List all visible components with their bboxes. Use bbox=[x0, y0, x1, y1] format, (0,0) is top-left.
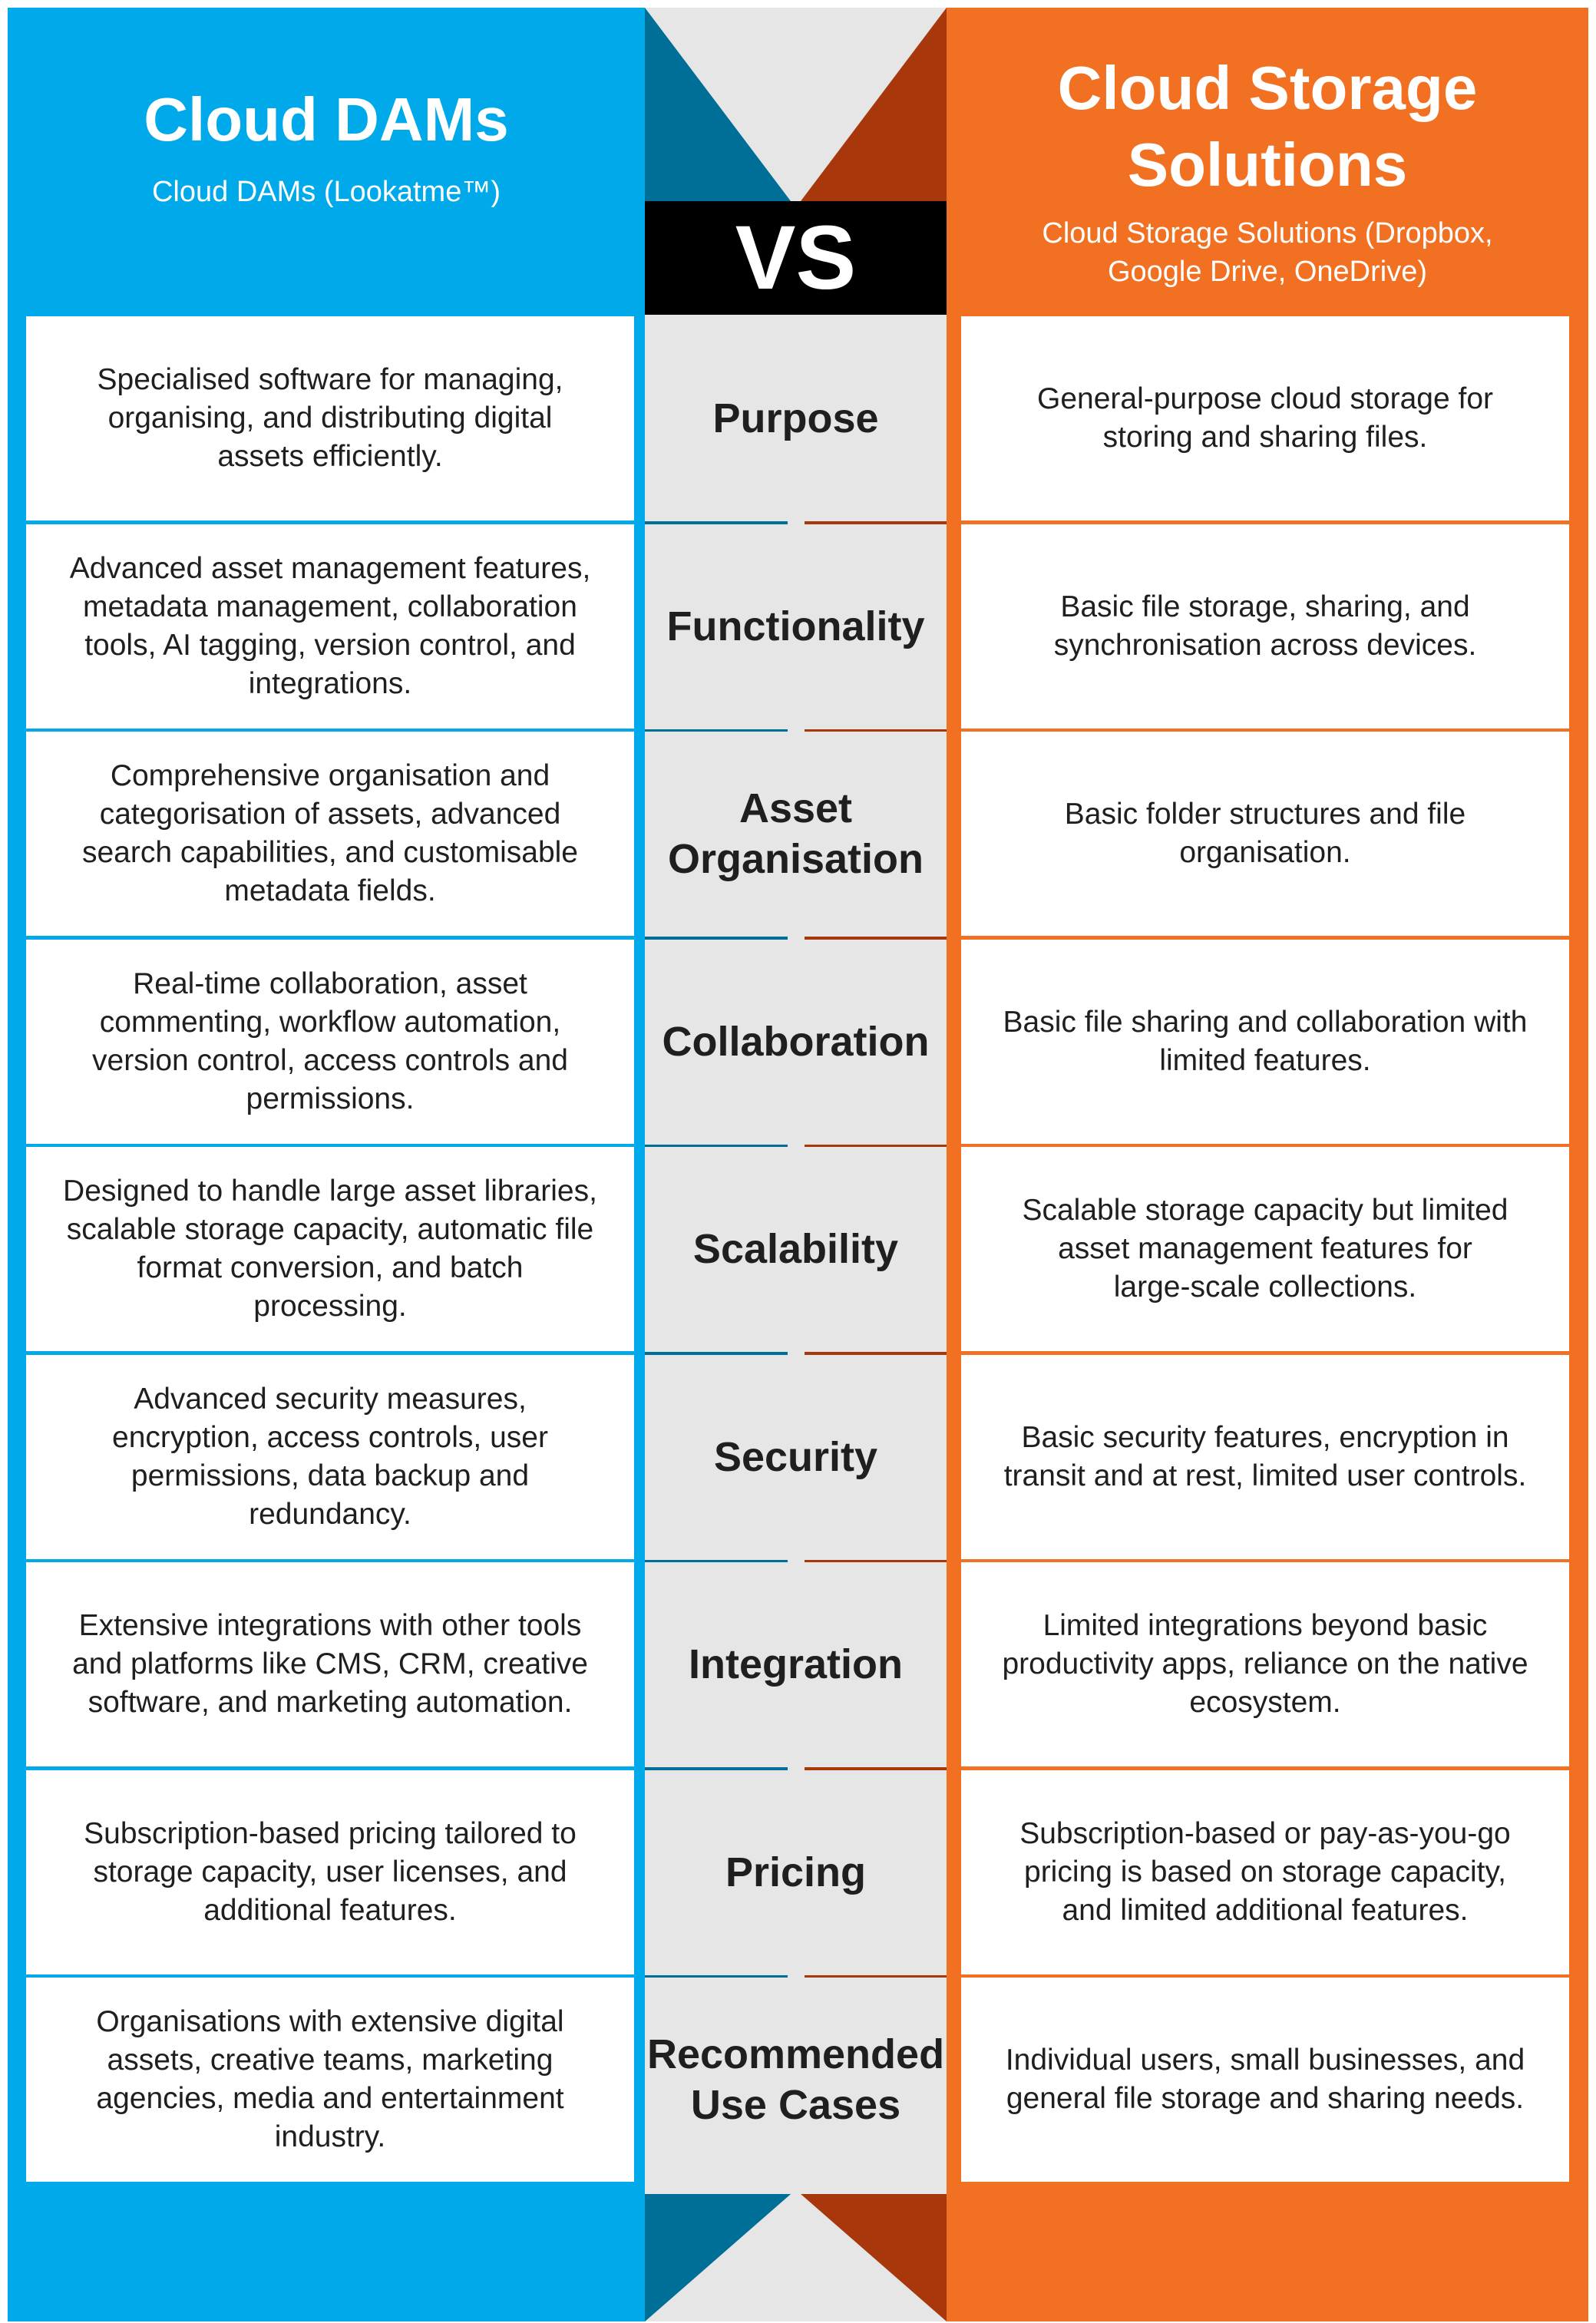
right-cell bbox=[961, 940, 1569, 1144]
left-line: commenting, workflow automation, bbox=[99, 1006, 561, 1039]
right-line: productivity apps, reliance on the native bbox=[1002, 1647, 1528, 1680]
left-line: tools, AI tagging, version control, and bbox=[84, 629, 576, 662]
comparison-row bbox=[0, 940, 1596, 1144]
left-line: Specialised software for managing, bbox=[97, 363, 563, 396]
criterion-line: Recommended bbox=[646, 2031, 945, 2077]
left-line: assets efficiently. bbox=[217, 440, 443, 473]
left-line: format conversion, and batch bbox=[137, 1251, 524, 1284]
comparison-row bbox=[0, 1562, 1596, 1766]
right-line: pricing is based on storage capacity, bbox=[1024, 1855, 1506, 1888]
criterion-label bbox=[645, 316, 947, 520]
criterion-line: Use Cases bbox=[690, 2082, 901, 2128]
criterion-label bbox=[645, 732, 947, 936]
right-line: Scalable storage capacity but limited bbox=[1022, 1194, 1508, 1227]
right-cell bbox=[961, 316, 1569, 520]
criterion-line: Purpose bbox=[712, 395, 879, 441]
left-cell bbox=[26, 524, 634, 729]
left-line: Organisations with extensive digital bbox=[96, 2005, 564, 2038]
left-line: Advanced asset management features, bbox=[69, 552, 591, 585]
comparison-row bbox=[0, 316, 1596, 520]
top-right-chevron bbox=[801, 8, 947, 201]
left-header-title: Cloud DAMs bbox=[144, 85, 509, 154]
right-line: Subscription-based or pay-as-you-go bbox=[1019, 1817, 1511, 1850]
right-header-title-line-1: Cloud Storage bbox=[1057, 54, 1478, 122]
right-line: Limited integrations beyond basic bbox=[1043, 1609, 1488, 1642]
right-line: Individual users, small businesses, and bbox=[1005, 2044, 1525, 2077]
left-line: encryption, access controls, user bbox=[112, 1421, 548, 1454]
left-line: additional features. bbox=[203, 1894, 457, 1927]
right-cell bbox=[961, 1562, 1569, 1766]
right-cell bbox=[961, 1355, 1569, 1559]
criterion-label bbox=[645, 1978, 947, 2182]
left-line: integrations. bbox=[248, 667, 412, 700]
right-header-subtitle-line-1: Cloud Storage Solutions (Dropbox, bbox=[1042, 217, 1493, 249]
right-line: limited features. bbox=[1159, 1044, 1371, 1077]
left-line: redundancy. bbox=[249, 1498, 411, 1531]
left-line: and platforms like CMS, CRM, creative bbox=[72, 1647, 588, 1680]
left-cell bbox=[26, 1355, 634, 1559]
criterion-line: Integration bbox=[689, 1641, 903, 1687]
comparison-row bbox=[0, 1355, 1596, 1559]
right-line: Basic file storage, sharing, and bbox=[1060, 590, 1470, 623]
comparison-row bbox=[0, 1770, 1596, 1974]
left-line: agencies, media and entertainment bbox=[96, 2082, 564, 2115]
left-line: Real-time collaboration, asset bbox=[133, 967, 527, 1000]
right-cell bbox=[961, 1770, 1569, 1974]
right-cell bbox=[961, 1978, 1569, 2182]
left-line: organising, and distributing digital bbox=[107, 401, 553, 435]
right-line: general file storage and sharing needs. bbox=[1006, 2082, 1525, 2115]
left-cell bbox=[26, 1147, 634, 1351]
criterion-line: Asset bbox=[739, 785, 853, 831]
right-cell bbox=[961, 732, 1569, 936]
left-header-subtitle: Cloud DAMs (Lookatme™) bbox=[151, 176, 501, 208]
criterion-line: Organisation bbox=[667, 836, 924, 882]
right-line: transit and at rest, limited user controls. bbox=[1003, 1459, 1527, 1492]
right-line: Basic folder structures and file bbox=[1064, 798, 1466, 831]
right-header-title-line-2: Solutions bbox=[1127, 131, 1408, 199]
criterion-label bbox=[645, 1355, 947, 1559]
comparison-row bbox=[0, 524, 1596, 729]
left-cell bbox=[26, 732, 634, 936]
left-line: permissions. bbox=[246, 1082, 415, 1115]
right-line: storing and sharing files. bbox=[1102, 421, 1428, 454]
criterion-line: Scalability bbox=[692, 1226, 899, 1272]
left-line: storage capacity, user licenses, and bbox=[93, 1855, 567, 1888]
right-header bbox=[947, 8, 1588, 315]
left-line: industry. bbox=[274, 2120, 386, 2153]
left-cell bbox=[26, 1978, 634, 2182]
left-line: assets, creative teams, marketing bbox=[107, 2044, 553, 2077]
left-cell bbox=[26, 316, 634, 520]
right-line: Basic security features, encryption in bbox=[1021, 1421, 1509, 1454]
comparison-row bbox=[0, 732, 1596, 936]
criterion-label bbox=[645, 524, 947, 729]
left-cell bbox=[26, 1770, 634, 1974]
criterion-line: Security bbox=[713, 1434, 878, 1480]
left-line: scalable storage capacity, automatic file bbox=[66, 1213, 594, 1246]
left-line: Designed to handle large asset libraries, bbox=[63, 1175, 597, 1208]
left-line: Advanced security measures, bbox=[134, 1383, 527, 1416]
criterion-label bbox=[645, 1770, 947, 1974]
left-line: search capabilities, and customisable bbox=[81, 836, 578, 869]
comparison-row bbox=[0, 1978, 1596, 2182]
right-header-subtitle-line-2: Google Drive, OneDrive) bbox=[1107, 256, 1428, 288]
left-line: software, and marketing automation. bbox=[88, 1686, 573, 1719]
left-line: metadata fields. bbox=[224, 874, 436, 907]
left-header bbox=[8, 8, 645, 315]
vs-badge: VS bbox=[645, 201, 947, 315]
left-cell bbox=[26, 940, 634, 1144]
right-line: asset management features for bbox=[1058, 1232, 1472, 1265]
left-line: metadata management, collaboration bbox=[83, 590, 577, 623]
left-line: processing. bbox=[253, 1290, 407, 1323]
criterion-label bbox=[645, 1562, 947, 1766]
criterion-label bbox=[645, 1147, 947, 1351]
right-header-subtitle bbox=[947, 214, 1588, 291]
left-cell bbox=[26, 1562, 634, 1766]
left-line: Subscription-based pricing tailored to bbox=[84, 1817, 577, 1850]
left-line: Comprehensive organisation and bbox=[110, 759, 550, 792]
right-header-title bbox=[947, 8, 1588, 203]
right-cell bbox=[961, 1147, 1569, 1351]
left-line: Extensive integrations with other tools bbox=[78, 1609, 582, 1642]
right-cell bbox=[961, 524, 1569, 729]
criterion-line: Collaboration bbox=[662, 1019, 930, 1065]
criterion-line: Functionality bbox=[666, 603, 925, 649]
left-line: categorisation of assets, advanced bbox=[99, 798, 561, 831]
bottom-right-chevron bbox=[801, 2194, 947, 2321]
left-line: permissions, data backup and bbox=[131, 1459, 530, 1492]
criterion-label bbox=[645, 940, 947, 1144]
top-left-chevron bbox=[645, 8, 791, 201]
bottom-left-tip bbox=[645, 2194, 791, 2321]
left-line: version control, access controls and bbox=[92, 1044, 568, 1077]
right-line: and limited additional features. bbox=[1062, 1894, 1469, 1927]
right-line: General-purpose cloud storage for bbox=[1036, 382, 1493, 415]
right-line: synchronisation across devices. bbox=[1053, 629, 1477, 662]
criterion-line: Pricing bbox=[725, 1849, 867, 1895]
right-line: Basic file sharing and collaboration with bbox=[1003, 1006, 1528, 1039]
right-line: organisation. bbox=[1179, 836, 1351, 869]
comparison-row bbox=[0, 1147, 1596, 1351]
right-line: ecosystem. bbox=[1189, 1686, 1341, 1719]
right-line: large-scale collections. bbox=[1113, 1271, 1417, 1304]
